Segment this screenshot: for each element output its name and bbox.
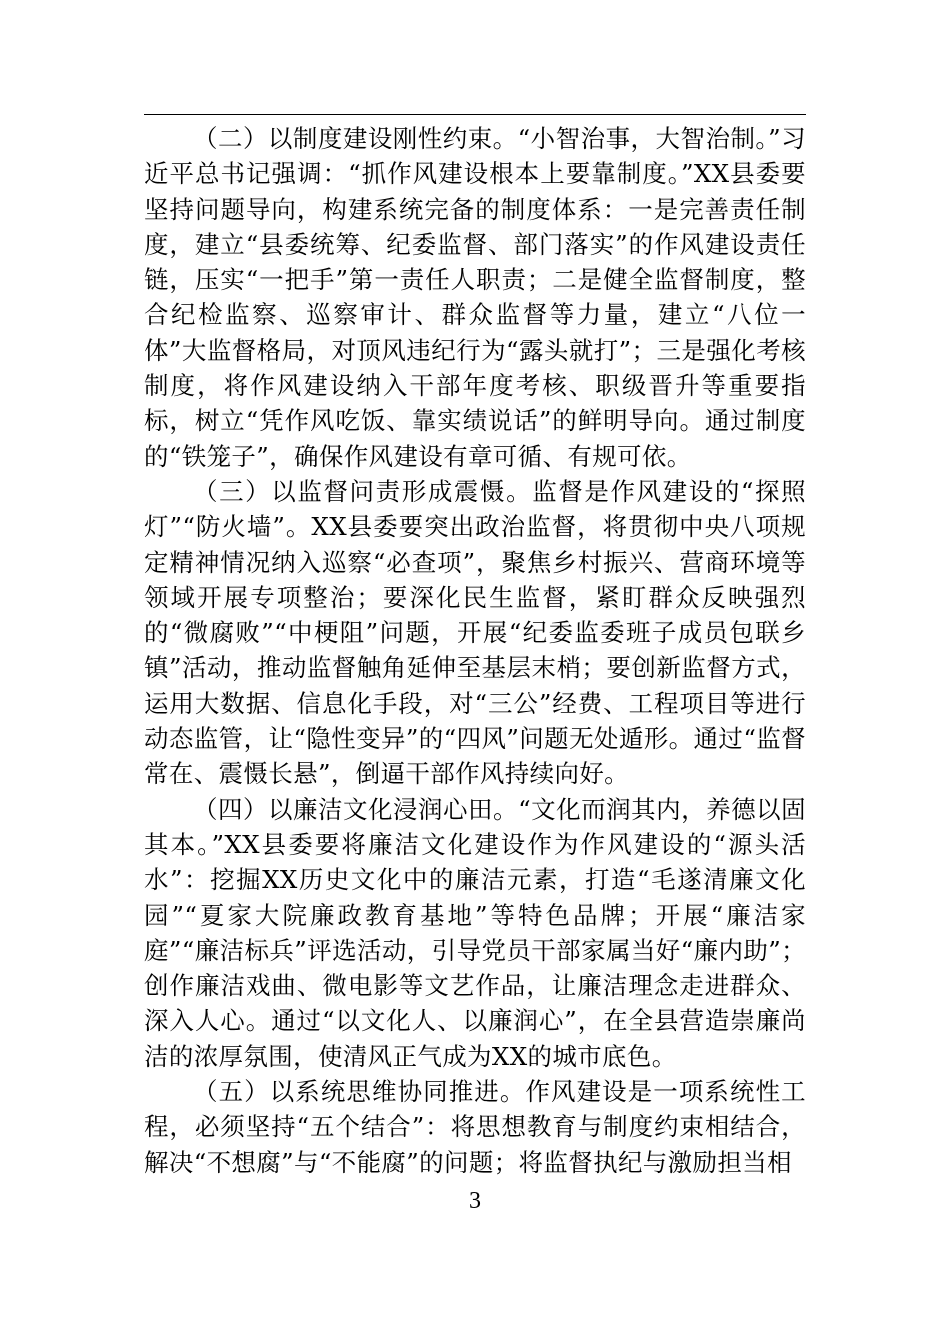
document-body	[144, 121, 806, 1180]
paragraph-institution-building: （二）以制度建设刚性约束。“小智治事，大智治制。”习近平总书记强调：“抓作风建设根本上要靠制度。”XX县委要坚持问题导向，构建系统完备的制度体系：一是完善责任制度，建立“县委统筹、纪委监督、部门落实”的作风建设责任链，压实“一把手”第一责任人职责；二是健全监督制度，整合纪检监察、巡察审计、群众监督等力量，建立“八位一体”大监督格局，对顶风违纪行为“露头就打”；三是强化考核制度，将作风建设纳入干部年度考核、职级晋升等重要指标，树立“凭作风吃饭、靠实绩说话”的鲜明导向。通过制度的“铁笼子”，确保作风建设有章可循、有规可依。	[144, 124, 806, 471]
header-rule	[144, 114, 806, 115]
paragraph-supervision-accountability: （三）以监督问责形成震慑。监督是作风建设的“探照灯”“防火墙”。XX县委要突出政治监督，将贯彻中央八项规定精神情况纳入巡察“必查项”，聚焦乡村振兴、营商环境等领域开展专项整治；要深化民生监督，紧盯群众反映强烈的“微腐败”“中梗阻”问题，开展“纪委监委班子成员包联乡镇”活动，推动监督触角延伸至基层末梢；要创新监督方式，运用大数据、信息化手段，对“三公”经费、工程项目等进行动态监管，让“隐性变异”的“四风”问题无处遁形。通过“监督常在、震慑长悬”，倒逼干部作风持续向好。	[144, 476, 806, 789]
paragraph-systemic-thinking: （五）以系统思维协同推进。作风建设是一项系统性工程，必须坚持“五个结合”：将思想教育与制度约束相结合，解决“不想腐”与“不能腐”的问题；将监督执纪与激励担当相	[144, 1077, 806, 1177]
paragraph-integrity-culture: （四）以廉洁文化浸润心田。“文化而润其内，养德以固其本。”XX县委要将廉洁文化建设作为作风建设的“源头活水”：挖掘XX历史文化中的廉洁元素，打造“毛遂清廉文化园”“夏家大院廉政教育基地”等特色品牌；开展“廉洁家庭”“廉洁标兵”评选活动，引导党员干部家属当好“廉内助”；创作廉洁戏曲、微电影等文艺作品，让廉洁理念走进群众、深入人心。通过“以文化人、以廉润心”，在全县营造崇廉尚洁的浓厚氛围，使清风正气成为XX的城市底色。	[144, 794, 806, 1071]
page-number: 3	[469, 1188, 481, 1214]
